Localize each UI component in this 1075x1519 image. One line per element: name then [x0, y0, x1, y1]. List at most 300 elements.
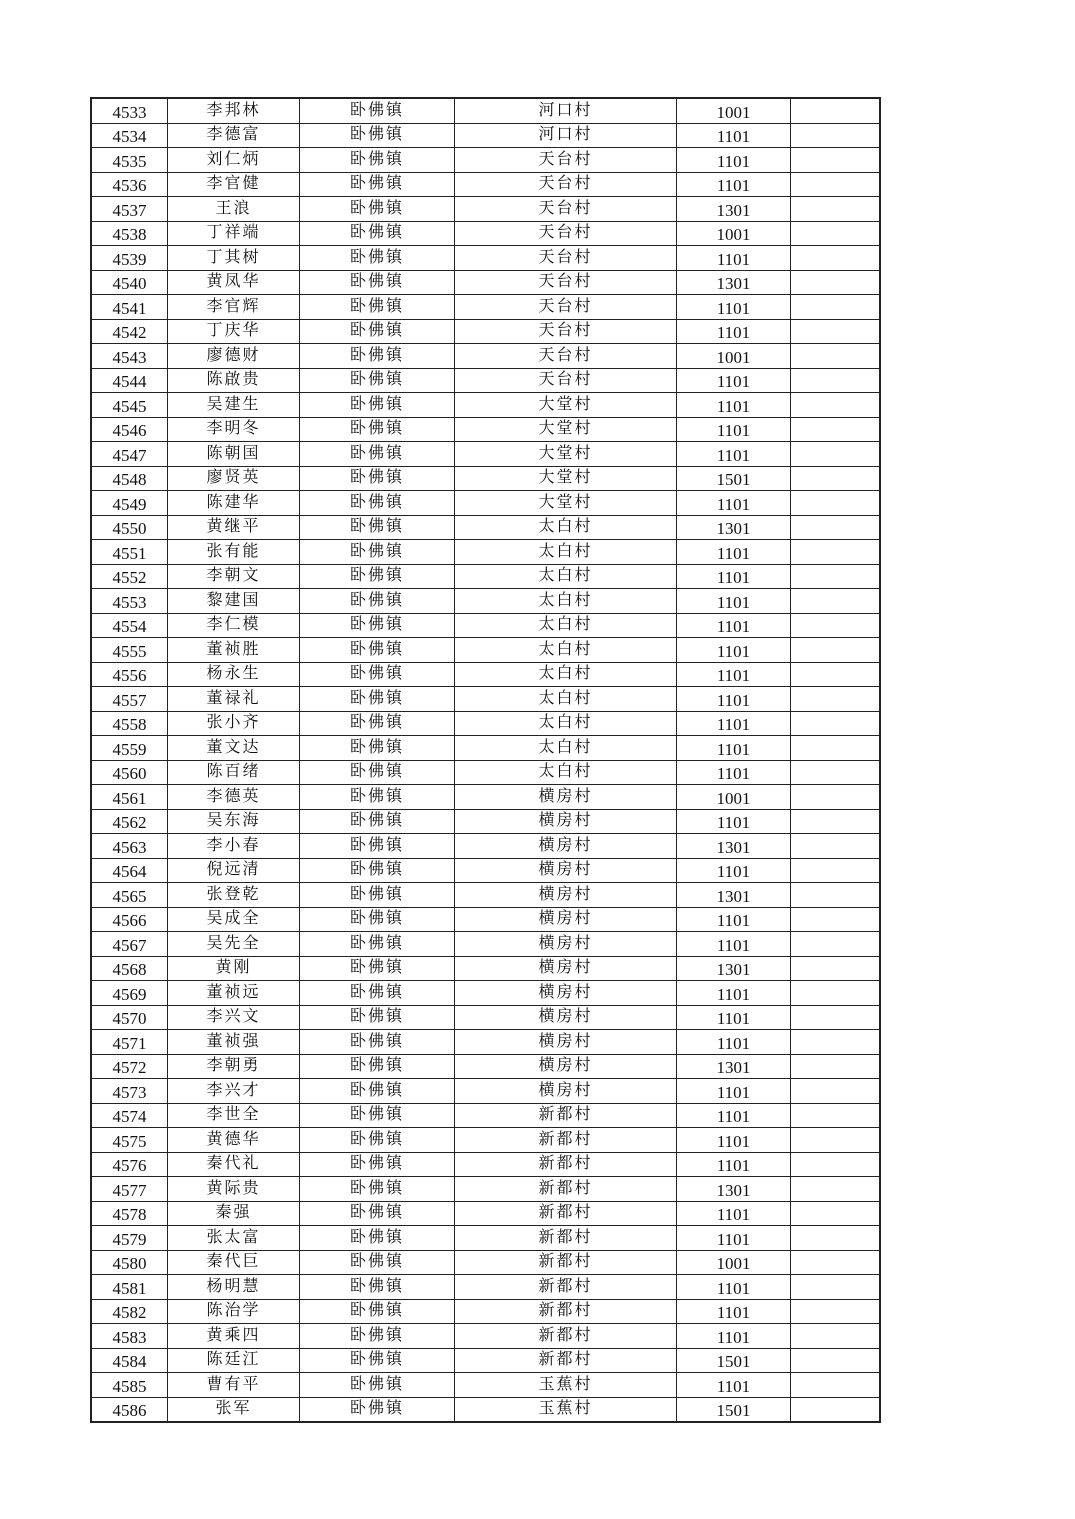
- code-cell: 1301: [677, 834, 791, 859]
- person-name-cell: 董禄礼: [168, 687, 300, 712]
- village-cell: 横房村: [455, 956, 677, 981]
- person-name-cell: 李明冬: [168, 417, 300, 442]
- remark-cell: [791, 1177, 881, 1202]
- remark-cell: [791, 1103, 881, 1128]
- code-cell: 1101: [677, 981, 791, 1006]
- town-cell: 卧佛镇: [300, 123, 455, 148]
- town-cell: 卧佛镇: [300, 785, 455, 810]
- remark-cell: [791, 1030, 881, 1055]
- remark-cell: [791, 1373, 881, 1398]
- village-cell: 太白村: [455, 540, 677, 565]
- serial-number-cell: 4569: [91, 981, 168, 1006]
- person-name-cell: 张登乾: [168, 883, 300, 908]
- remark-cell: [791, 907, 881, 932]
- remark-cell: [791, 956, 881, 981]
- village-cell: 新都村: [455, 1226, 677, 1251]
- person-name-cell: 杨明慧: [168, 1275, 300, 1300]
- person-name-cell: 黄继平: [168, 515, 300, 540]
- table-row: [91, 589, 880, 614]
- village-cell: 河口村: [455, 123, 677, 148]
- village-cell: 横房村: [455, 1030, 677, 1055]
- village-cell: 横房村: [455, 785, 677, 810]
- village-cell: 天台村: [455, 295, 677, 320]
- remark-cell: [791, 1079, 881, 1104]
- remark-cell: [791, 442, 881, 467]
- village-cell: 天台村: [455, 368, 677, 393]
- person-name-cell: 张小齐: [168, 711, 300, 736]
- town-cell: 卧佛镇: [300, 1250, 455, 1275]
- town-cell: 卧佛镇: [300, 956, 455, 981]
- code-cell: 1301: [677, 956, 791, 981]
- serial-number-cell: 4580: [91, 1250, 168, 1275]
- town-cell: 卧佛镇: [300, 564, 455, 589]
- town-cell: 卧佛镇: [300, 1103, 455, 1128]
- village-cell: 横房村: [455, 1054, 677, 1079]
- remark-cell: [791, 148, 881, 173]
- person-name-cell: 秦强: [168, 1201, 300, 1226]
- village-cell: 新都村: [455, 1299, 677, 1324]
- village-cell: 太白村: [455, 564, 677, 589]
- code-cell: 1101: [677, 932, 791, 957]
- code-cell: 1301: [677, 1177, 791, 1202]
- remark-cell: [791, 883, 881, 908]
- code-cell: 1101: [677, 1152, 791, 1177]
- code-cell: 1101: [677, 123, 791, 148]
- table-row: [91, 809, 880, 834]
- remark-cell: [791, 270, 881, 295]
- town-cell: 卧佛镇: [300, 540, 455, 565]
- village-cell: 大堂村: [455, 393, 677, 418]
- person-name-cell: 曹有平: [168, 1373, 300, 1398]
- serial-number-cell: 4584: [91, 1348, 168, 1373]
- table-row: [91, 564, 880, 589]
- code-cell: 1301: [677, 1054, 791, 1079]
- serial-number-cell: 4551: [91, 540, 168, 565]
- table-row: [91, 221, 880, 246]
- remark-cell: [791, 344, 881, 369]
- village-cell: 大堂村: [455, 466, 677, 491]
- village-cell: 天台村: [455, 148, 677, 173]
- table-row: [91, 1103, 880, 1128]
- remark-cell: [791, 1299, 881, 1324]
- village-cell: 玉蕉村: [455, 1373, 677, 1398]
- remark-cell: [791, 368, 881, 393]
- remark-cell: [791, 736, 881, 761]
- table-row: [91, 1226, 880, 1251]
- person-name-cell: 陈建华: [168, 491, 300, 516]
- town-cell: 卧佛镇: [300, 809, 455, 834]
- serial-number-cell: 4543: [91, 344, 168, 369]
- remark-cell: [791, 1005, 881, 1030]
- person-name-cell: 王浪: [168, 197, 300, 222]
- table-row: [91, 393, 880, 418]
- code-cell: 1101: [677, 1103, 791, 1128]
- remark-cell: [791, 564, 881, 589]
- serial-number-cell: 4558: [91, 711, 168, 736]
- table-row: [91, 711, 880, 736]
- town-cell: 卧佛镇: [300, 368, 455, 393]
- town-cell: 卧佛镇: [300, 638, 455, 663]
- person-name-cell: 李仁模: [168, 613, 300, 638]
- town-cell: 卧佛镇: [300, 1054, 455, 1079]
- serial-number-cell: 4564: [91, 858, 168, 883]
- code-cell: 1101: [677, 1201, 791, 1226]
- village-cell: 天台村: [455, 197, 677, 222]
- code-cell: 1101: [677, 564, 791, 589]
- serial-number-cell: 4568: [91, 956, 168, 981]
- remark-cell: [791, 1152, 881, 1177]
- table-row: [91, 834, 880, 859]
- code-cell: 1101: [677, 540, 791, 565]
- town-cell: 卧佛镇: [300, 319, 455, 344]
- town-cell: 卧佛镇: [300, 270, 455, 295]
- code-cell: 1101: [677, 1324, 791, 1349]
- town-cell: 卧佛镇: [300, 1324, 455, 1349]
- village-cell: 新都村: [455, 1177, 677, 1202]
- town-cell: 卧佛镇: [300, 515, 455, 540]
- village-cell: 横房村: [455, 981, 677, 1006]
- village-cell: 大堂村: [455, 417, 677, 442]
- town-cell: 卧佛镇: [300, 932, 455, 957]
- table-row: [91, 197, 880, 222]
- village-cell: 新都村: [455, 1275, 677, 1300]
- table-row: [91, 613, 880, 638]
- village-cell: 太白村: [455, 662, 677, 687]
- person-name-cell: 刘仁炳: [168, 148, 300, 173]
- town-cell: 卧佛镇: [300, 760, 455, 785]
- village-cell: 新都村: [455, 1348, 677, 1373]
- person-name-cell: 吴建生: [168, 393, 300, 418]
- table-row: [91, 466, 880, 491]
- town-cell: 卧佛镇: [300, 197, 455, 222]
- person-name-cell: 廖德财: [168, 344, 300, 369]
- town-cell: 卧佛镇: [300, 246, 455, 271]
- village-cell: 横房村: [455, 834, 677, 859]
- table-row: [91, 1201, 880, 1226]
- person-name-cell: 李邦林: [168, 98, 300, 123]
- village-cell: 大堂村: [455, 442, 677, 467]
- remark-cell: [791, 785, 881, 810]
- remark-cell: [791, 589, 881, 614]
- serial-number-cell: 4572: [91, 1054, 168, 1079]
- village-cell: 新都村: [455, 1152, 677, 1177]
- person-name-cell: 张军: [168, 1397, 300, 1422]
- table-row: [91, 1250, 880, 1275]
- village-cell: 横房村: [455, 1005, 677, 1030]
- person-name-cell: 李小春: [168, 834, 300, 859]
- serial-number-cell: 4547: [91, 442, 168, 467]
- code-cell: 1001: [677, 221, 791, 246]
- code-cell: 1101: [677, 613, 791, 638]
- serial-number-cell: 4550: [91, 515, 168, 540]
- town-cell: 卧佛镇: [300, 662, 455, 687]
- serial-number-cell: 4563: [91, 834, 168, 859]
- remark-cell: [791, 417, 881, 442]
- town-cell: 卧佛镇: [300, 613, 455, 638]
- code-cell: 1101: [677, 1030, 791, 1055]
- table-row: [91, 1348, 880, 1373]
- table-row: [91, 442, 880, 467]
- remark-cell: [791, 515, 881, 540]
- remark-cell: [791, 540, 881, 565]
- table-row: [91, 172, 880, 197]
- person-name-cell: 李世全: [168, 1103, 300, 1128]
- table-row: [91, 368, 880, 393]
- code-cell: 1101: [677, 736, 791, 761]
- person-name-cell: 李德富: [168, 123, 300, 148]
- remark-cell: [791, 858, 881, 883]
- table-row: [91, 246, 880, 271]
- town-cell: 卧佛镇: [300, 491, 455, 516]
- remark-cell: [791, 1275, 881, 1300]
- code-cell: 1101: [677, 1226, 791, 1251]
- table-row: [91, 1152, 880, 1177]
- village-cell: 太白村: [455, 638, 677, 663]
- remark-cell: [791, 1250, 881, 1275]
- person-name-cell: 李朝勇: [168, 1054, 300, 1079]
- serial-number-cell: 4534: [91, 123, 168, 148]
- remark-cell: [791, 662, 881, 687]
- serial-number-cell: 4538: [91, 221, 168, 246]
- serial-number-cell: 4574: [91, 1103, 168, 1128]
- table-row: [91, 319, 880, 344]
- town-cell: 卧佛镇: [300, 1177, 455, 1202]
- person-name-cell: 倪远清: [168, 858, 300, 883]
- village-cell: 河口村: [455, 98, 677, 123]
- person-name-cell: 陈治学: [168, 1299, 300, 1324]
- person-name-cell: 黄际贵: [168, 1177, 300, 1202]
- remark-cell: [791, 491, 881, 516]
- village-cell: 玉蕉村: [455, 1397, 677, 1422]
- serial-number-cell: 4549: [91, 491, 168, 516]
- person-name-cell: 杨永生: [168, 662, 300, 687]
- town-cell: 卧佛镇: [300, 589, 455, 614]
- town-cell: 卧佛镇: [300, 295, 455, 320]
- town-cell: 卧佛镇: [300, 711, 455, 736]
- serial-number-cell: 4571: [91, 1030, 168, 1055]
- remark-cell: [791, 221, 881, 246]
- person-name-cell: 董祯远: [168, 981, 300, 1006]
- village-cell: 横房村: [455, 932, 677, 957]
- table-row: [91, 270, 880, 295]
- code-cell: 1101: [677, 368, 791, 393]
- person-name-cell: 秦代巨: [168, 1250, 300, 1275]
- serial-number-cell: 4537: [91, 197, 168, 222]
- code-cell: 1101: [677, 809, 791, 834]
- remark-cell: [791, 172, 881, 197]
- table-row: [91, 1054, 880, 1079]
- person-name-cell: 张有能: [168, 540, 300, 565]
- serial-number-cell: 4585: [91, 1373, 168, 1398]
- serial-number-cell: 4565: [91, 883, 168, 908]
- code-cell: 1301: [677, 883, 791, 908]
- village-cell: 太白村: [455, 736, 677, 761]
- code-cell: 1101: [677, 442, 791, 467]
- serial-number-cell: 4561: [91, 785, 168, 810]
- code-cell: 1101: [677, 638, 791, 663]
- serial-number-cell: 4557: [91, 687, 168, 712]
- code-cell: 1101: [677, 1275, 791, 1300]
- remark-cell: [791, 760, 881, 785]
- village-cell: 横房村: [455, 1079, 677, 1104]
- serial-number-cell: 4544: [91, 368, 168, 393]
- town-cell: 卧佛镇: [300, 1128, 455, 1153]
- serial-number-cell: 4541: [91, 295, 168, 320]
- table-row: [91, 417, 880, 442]
- town-cell: 卧佛镇: [300, 736, 455, 761]
- serial-number-cell: 4583: [91, 1324, 168, 1349]
- code-cell: 1101: [677, 1373, 791, 1398]
- village-cell: 横房村: [455, 883, 677, 908]
- table-row: [91, 1079, 880, 1104]
- town-cell: 卧佛镇: [300, 148, 455, 173]
- serial-number-cell: 4535: [91, 148, 168, 173]
- village-cell: 新都村: [455, 1201, 677, 1226]
- town-cell: 卧佛镇: [300, 1348, 455, 1373]
- table-row: [91, 907, 880, 932]
- remark-cell: [791, 123, 881, 148]
- village-cell: 新都村: [455, 1128, 677, 1153]
- village-cell: 天台村: [455, 221, 677, 246]
- code-cell: 1101: [677, 417, 791, 442]
- town-cell: 卧佛镇: [300, 1275, 455, 1300]
- table-row: [91, 1397, 880, 1422]
- code-cell: 1001: [677, 1250, 791, 1275]
- person-name-cell: 黄乘四: [168, 1324, 300, 1349]
- serial-number-cell: 4548: [91, 466, 168, 491]
- village-cell: 横房村: [455, 809, 677, 834]
- person-name-cell: 黄刚: [168, 956, 300, 981]
- serial-number-cell: 4536: [91, 172, 168, 197]
- town-cell: 卧佛镇: [300, 1299, 455, 1324]
- code-cell: 1101: [677, 295, 791, 320]
- table-row: [91, 1177, 880, 1202]
- village-cell: 太白村: [455, 760, 677, 785]
- serial-number-cell: 4577: [91, 1177, 168, 1202]
- person-name-cell: 陈廷江: [168, 1348, 300, 1373]
- village-cell: 天台村: [455, 270, 677, 295]
- town-cell: 卧佛镇: [300, 172, 455, 197]
- code-cell: 1001: [677, 785, 791, 810]
- village-cell: 大堂村: [455, 491, 677, 516]
- serial-number-cell: 4579: [91, 1226, 168, 1251]
- table-row: [91, 785, 880, 810]
- serial-number-cell: 4575: [91, 1128, 168, 1153]
- person-name-cell: 李官辉: [168, 295, 300, 320]
- serial-number-cell: 4542: [91, 319, 168, 344]
- code-cell: 1101: [677, 858, 791, 883]
- remark-cell: [791, 393, 881, 418]
- person-name-cell: 李官健: [168, 172, 300, 197]
- person-name-cell: 李德英: [168, 785, 300, 810]
- code-cell: 1101: [677, 589, 791, 614]
- code-cell: 1001: [677, 344, 791, 369]
- town-cell: 卧佛镇: [300, 417, 455, 442]
- serial-number-cell: 4581: [91, 1275, 168, 1300]
- remark-cell: [791, 246, 881, 271]
- village-cell: 新都村: [455, 1250, 677, 1275]
- person-name-cell: 董祯强: [168, 1030, 300, 1055]
- table-row: [91, 148, 880, 173]
- town-cell: 卧佛镇: [300, 1397, 455, 1422]
- town-cell: 卧佛镇: [300, 687, 455, 712]
- table-row: [91, 1128, 880, 1153]
- town-cell: 卧佛镇: [300, 344, 455, 369]
- village-cell: 太白村: [455, 687, 677, 712]
- code-cell: 1101: [677, 662, 791, 687]
- town-cell: 卧佛镇: [300, 1226, 455, 1251]
- table-row: [91, 883, 880, 908]
- code-cell: 1501: [677, 466, 791, 491]
- code-cell: 1101: [677, 491, 791, 516]
- code-cell: 1101: [677, 172, 791, 197]
- town-cell: 卧佛镇: [300, 1152, 455, 1177]
- code-cell: 1101: [677, 1299, 791, 1324]
- remark-cell: [791, 809, 881, 834]
- table-row: [91, 638, 880, 663]
- town-cell: 卧佛镇: [300, 858, 455, 883]
- town-cell: 卧佛镇: [300, 442, 455, 467]
- code-cell: 1101: [677, 393, 791, 418]
- record-table: [90, 97, 881, 1423]
- person-name-cell: 黄凤华: [168, 270, 300, 295]
- remark-cell: [791, 834, 881, 859]
- village-cell: 天台村: [455, 344, 677, 369]
- serial-number-cell: 4573: [91, 1079, 168, 1104]
- remark-cell: [791, 613, 881, 638]
- table-row: [91, 1373, 880, 1398]
- code-cell: 1101: [677, 1128, 791, 1153]
- serial-number-cell: 4553: [91, 589, 168, 614]
- person-name-cell: 陈百绪: [168, 760, 300, 785]
- person-name-cell: 秦代礼: [168, 1152, 300, 1177]
- town-cell: 卧佛镇: [300, 834, 455, 859]
- remark-cell: [791, 981, 881, 1006]
- serial-number-cell: 4539: [91, 246, 168, 271]
- person-name-cell: 丁祥端: [168, 221, 300, 246]
- remark-cell: [791, 1201, 881, 1226]
- code-cell: 1101: [677, 760, 791, 785]
- table-row: [91, 956, 880, 981]
- serial-number-cell: 4566: [91, 907, 168, 932]
- person-name-cell: 黎建国: [168, 589, 300, 614]
- village-cell: 天台村: [455, 172, 677, 197]
- serial-number-cell: 4560: [91, 760, 168, 785]
- town-cell: 卧佛镇: [300, 1373, 455, 1398]
- town-cell: 卧佛镇: [300, 1201, 455, 1226]
- table-row: [91, 736, 880, 761]
- serial-number-cell: 4556: [91, 662, 168, 687]
- person-name-cell: 张太富: [168, 1226, 300, 1251]
- serial-number-cell: 4567: [91, 932, 168, 957]
- code-cell: 1301: [677, 270, 791, 295]
- village-cell: 横房村: [455, 858, 677, 883]
- table-row: [91, 98, 880, 123]
- person-name-cell: 李朝文: [168, 564, 300, 589]
- town-cell: 卧佛镇: [300, 907, 455, 932]
- remark-cell: [791, 711, 881, 736]
- person-name-cell: 黄德华: [168, 1128, 300, 1153]
- serial-number-cell: 4555: [91, 638, 168, 663]
- code-cell: 1001: [677, 98, 791, 123]
- remark-cell: [791, 319, 881, 344]
- table-row: [91, 932, 880, 957]
- code-cell: 1101: [677, 907, 791, 932]
- serial-number-cell: 4559: [91, 736, 168, 761]
- village-cell: 天台村: [455, 246, 677, 271]
- town-cell: 卧佛镇: [300, 1030, 455, 1055]
- town-cell: 卧佛镇: [300, 98, 455, 123]
